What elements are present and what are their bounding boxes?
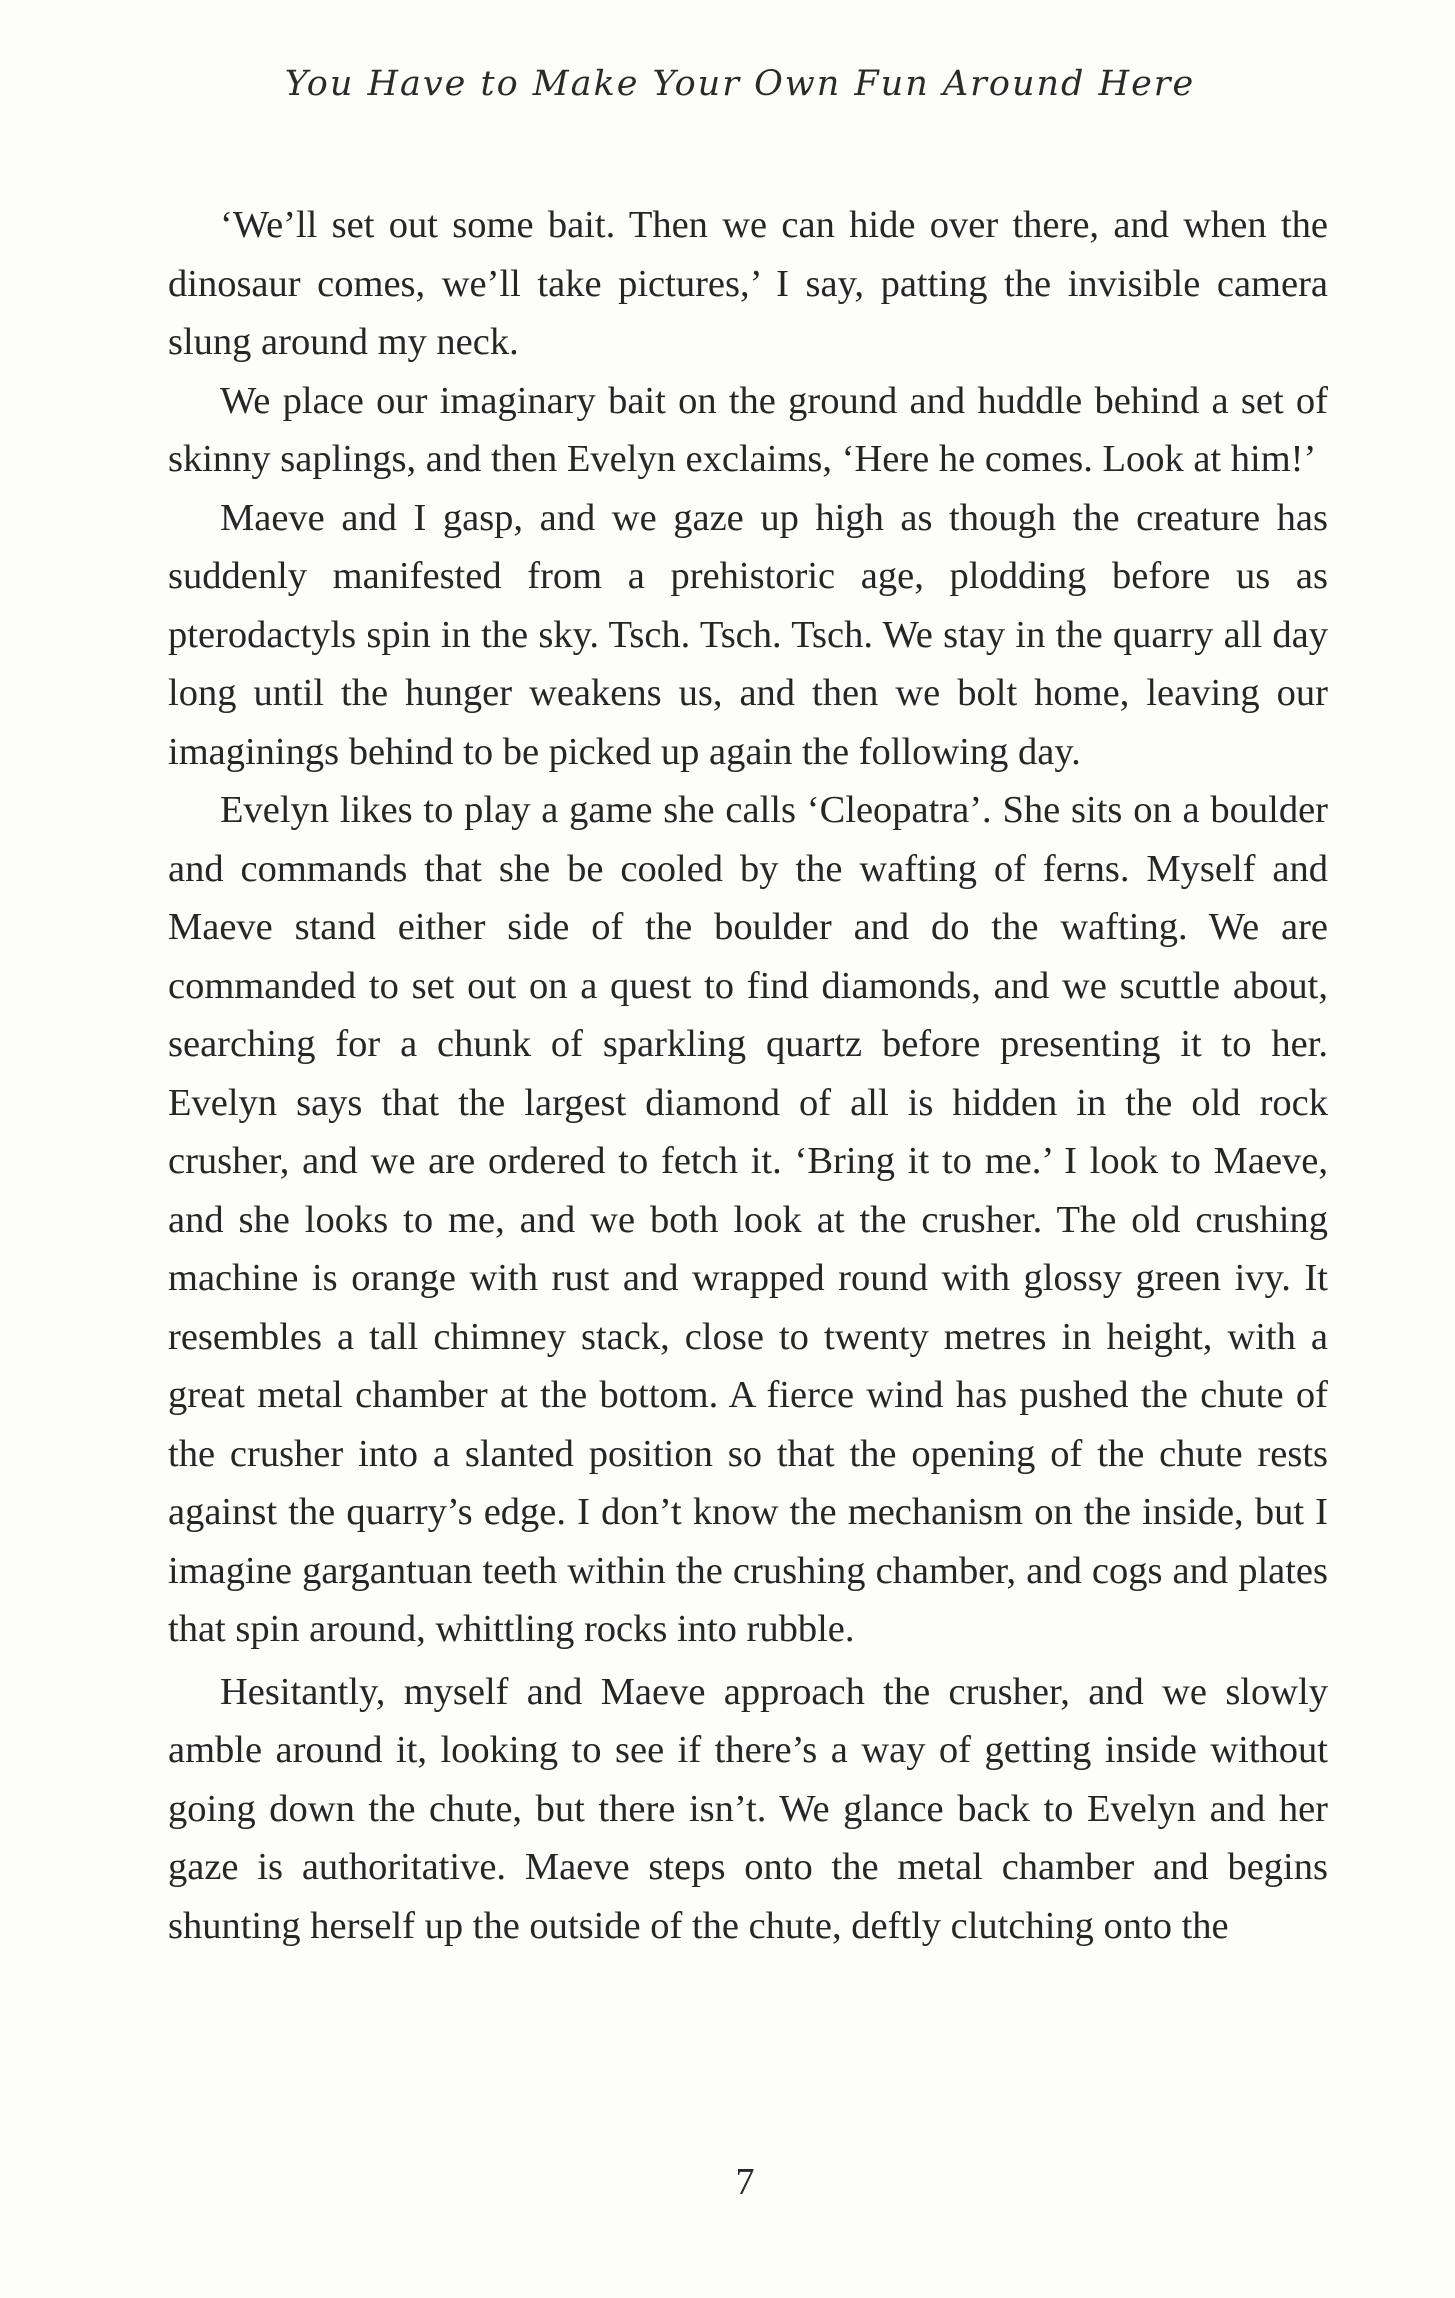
paragraph: ‘We’ll set out some bait. Then we can hide over there, and when the dinosaur comes, we’ll take pictures,’ I say, patting the invisible camera slung around my neck. — [168, 204, 1328, 363]
paragraph: We place our imaginary bait on the ground and huddle behind a set of skinny saplings, and then Evelyn exclaims, ‘Here he comes. Look at him!’ — [168, 379, 1328, 480]
paragraph: Hesitantly, myself and Maeve approach the crusher, and we slowly amble around it, looking to see if there’s a way of getting inside without going down the chute, but there isn’t. We glance back to Evelyn and her gaze is authoritative. Maeve steps onto the metal chamber and begins shunting herself up the outside of the chute, deftly clutching onto the — [168, 1670, 1328, 1947]
paragraph: Maeve and I gasp, and we gaze up high as though the creature has suddenly manifested from a prehistoric age, plodding before us as pterodactyls spin in the sky. Tsch. Tsch. Tsch. We stay in the quarry all day long until the hunger weakens us, and then we bolt home, leaving our imaginings behind to be picked up again the following day. — [168, 496, 1328, 773]
paragraph: Evelyn likes to play a game she calls ‘Cleopatra’. She sits on a boulder and commands that she be cooled by the wafting of ferns. Myself and Maeve stand either side of the boulder and do the wafting. We are commanded to set out on a quest to find diamonds, and we scuttle about, searching for a chunk of sparkling quartz before presenting it to her. Evelyn says that the largest diamond of all is hidden in the old rock crusher, and we are ordered to fetch it. ‘Bring it to me.’ I look to Maeve, and she looks to me, and we both look at the crusher. The old crushing machine is orange with rust and wrapped round with glossy green ivy. It resembles a tall chimney stack, close to twenty metres in height, with a great metal chamber at the bottom. A fierce wind has pushed the chute of the crusher into a slanted position so that the opening of the chute rests against the quarry’s edge. I don’t know the mechanism on the inside, but I imagine gargantuan teeth within the crushing chamber, and cogs and plates that spin around, whittling rocks into rubble. — [168, 789, 1328, 1650]
page-number: 7 — [735, 2161, 755, 2203]
running-header: You Have to Make Your Own Fun Around Here — [284, 64, 1196, 104]
body-text — [168, 196, 1328, 1955]
